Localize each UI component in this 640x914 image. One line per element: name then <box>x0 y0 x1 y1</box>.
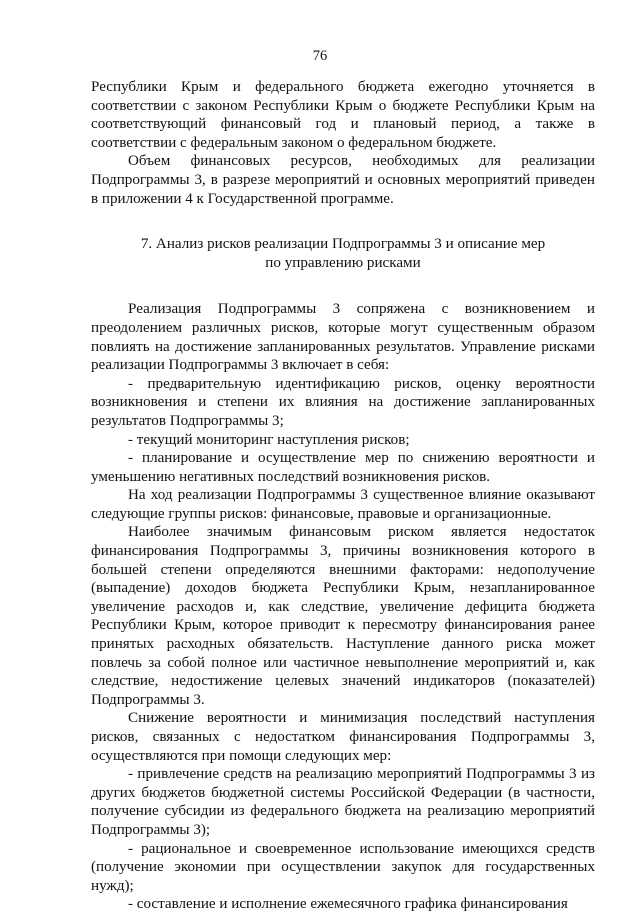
section-heading <box>91 235 595 272</box>
list-item: - рациональное и своевременное использование имеющихся средств (получение экономии при осуществлении закупок для государственных нужд); <box>91 840 595 894</box>
paragraph: Снижение вероятности и минимизация последствий наступления рисков, связанных с недостатком финансирования Подпрограммы 3, осуществляются при помощи следующих мер: <box>91 710 595 764</box>
paragraph: Реализация Подпрограммы 3 сопряжена с возникновением и преодолением различных рисков, которые могут существенным образом повлиять на достижение запланированных результатов. Управление рисками реализации Подпрограммы 3 включает в себя: <box>91 301 595 374</box>
section-heading-line: 7. Анализ рисков реализации Подпрограммы 3 и описание мер <box>140 236 546 253</box>
list-item: - планирование и осуществление мер по снижению вероятности и уменьшению негативных последствий возникновения рисков. <box>91 450 595 485</box>
list-item: - предварительную идентификацию рисков, оценку вероятности возникновения и степени их влияния на достижение запланированных результатов Подпрограммы 3; <box>91 375 595 429</box>
list-item: - привлечение средств на реализацию мероприятий Подпрограммы 3 из других бюджетов бюджетной системы Российской Федерации (в частности, получение субсидии из федерального бюджета на реализацию мероприятий Подпрограммы 3); <box>91 766 595 838</box>
section-heading-line: по управлению рисками <box>265 254 421 271</box>
page-number: 76 <box>312 48 328 64</box>
list-item: - составление и исполнение ежемесячного графика финансирования <box>128 896 568 913</box>
list-item: - текущий мониторинг наступления рисков; <box>128 431 410 448</box>
document-body <box>91 78 595 914</box>
paragraph: Республики Крым и федерального бюджета ежегодно уточняется в соответствии с законом Республики Крым о бюджете Республики Крым на соответствующий финансовый год и плановый период, а также в соответствии с федеральным законом о федеральном бюджете. <box>91 79 595 151</box>
paragraph: Объем финансовых ресурсов, необходимых для реализации Подпрограммы 3, в разрезе мероприятий и основных мероприятий приведен в приложении 4 к Государственной программе. <box>91 153 595 207</box>
paragraph: На ход реализации Подпрограммы 3 существенное влияние оказывают следующие группы рисков: финансовые, правовые и организационные. <box>91 487 595 522</box>
paragraph: Наиболее значимым финансовым риском является недостаток финансирования Подпрограммы 3, причины возникновения которого в большей степени определяются внешними факторами: недополучение (выпадение) доходов бюджета Республики Крым, незапланированное увеличение расходов и, как следствие, увеличение дефицита бюджета Республики Крым, которое приводит к пересмотру финансирования ранее принятых расходных обязательств. Наступление данного риска может повлечь за собой полное или частичное невыполнение мероприятий и, как следствие, недостижение целевых значений индикаторов (показателей) Подпрограммы 3. <box>91 524 595 708</box>
